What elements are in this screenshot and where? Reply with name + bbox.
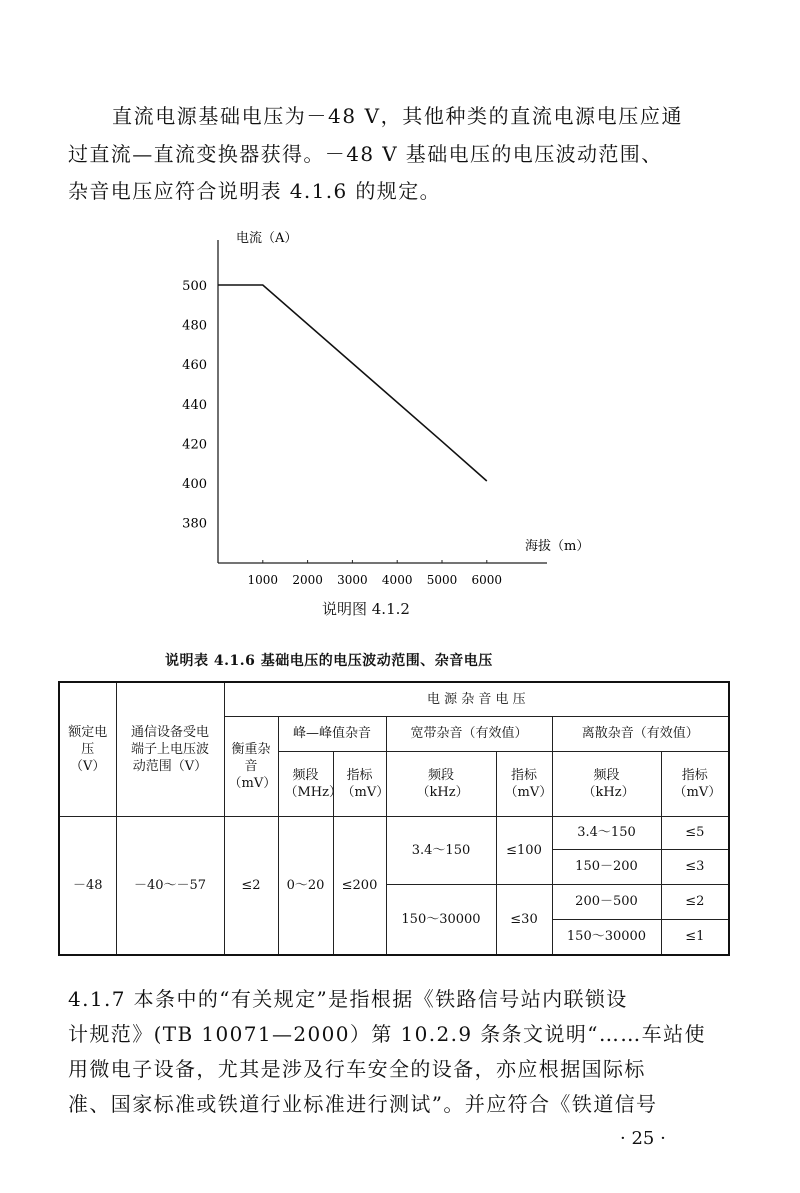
y-tick-label: 480 — [182, 318, 207, 334]
figure-caption: 说明图 4.1.2 — [322, 600, 410, 618]
series-line — [218, 285, 487, 481]
header-index: 指标（mV） — [661, 751, 729, 816]
text-line: 准、国家标准或铁道行业标准进行测试”。并应符合《铁道信号 — [68, 1092, 658, 1116]
cell-voltage-range: －40～－57 — [116, 816, 224, 955]
y-tick-label: 460 — [182, 358, 207, 374]
y-axis-label: 电流（A） — [236, 231, 298, 246]
cell-discrete-index: ≤2 — [661, 884, 729, 919]
cell-wide-band: 3.4～150 — [386, 816, 496, 884]
cell-peak-index: ≤200 — [333, 816, 386, 955]
header-peak-noise: 峰—峰值杂音 — [278, 716, 386, 751]
text-line: 直流电源基础电压为－48 V，其他种类的直流电源电压应通 — [112, 104, 684, 128]
cell-peak-band: 0～20 — [278, 816, 333, 955]
header-voltage-range: 通信设备受电端子上电压波动范围（V） — [116, 682, 224, 816]
cell-discrete-band: 3.4～150 — [552, 816, 661, 849]
y-tick-label: 440 — [182, 397, 207, 413]
cell-rated-voltage: －48 — [59, 816, 116, 955]
header-weighted-noise: 衡重杂音（mV） — [224, 716, 278, 816]
cell-weighted-noise: ≤2 — [224, 816, 278, 955]
y-tick-label: 380 — [182, 516, 207, 532]
header-noise-voltage: 电 源 杂 音 电 压 — [224, 682, 729, 716]
table-caption: 说明表 4.1.6 基础电压的电压波动范围、杂音电压 — [165, 653, 493, 669]
cell-discrete-index: ≤3 — [661, 849, 729, 884]
header-rated-voltage: 额定电压（V） — [59, 682, 116, 816]
cell-discrete-band: 200－500 — [552, 884, 661, 919]
cell-discrete-band: 150－200 — [552, 849, 661, 884]
text-line: 杂音电压应符合说明表 4.1.6 的规定。 — [68, 179, 442, 203]
header-band: 频段（kHz） — [552, 751, 661, 816]
y-tick-label: 420 — [182, 437, 207, 453]
x-tick-label: 3000 — [337, 573, 368, 587]
text-line: 4.1.7 本条中的“有关规定”是指根据《铁路信号站内联锁设 — [68, 987, 628, 1011]
header-wideband-noise: 宽带杂音（有效值） — [386, 716, 552, 751]
header-index: 指标（mV） — [496, 751, 552, 816]
header-band: 频段（kHz） — [386, 751, 496, 816]
text-line: 计规范》(TB 10071—2000）第 10.2.9 条条文说明“……车站使 — [68, 1022, 706, 1046]
header-band: 频段（MHz） — [278, 751, 333, 816]
page-number: · 25 · — [620, 1128, 666, 1149]
text-line: 用微电子设备，尤其是涉及行车安全的设备，亦应根据国际标 — [68, 1057, 646, 1081]
header-index: 指标（mV） — [333, 751, 386, 816]
text-line: 过直流—直流变换器获得。－48 V 基础电压的电压波动范围、 — [68, 142, 663, 166]
altitude-current-chart — [180, 220, 620, 620]
x-tick-label: 4000 — [381, 573, 413, 587]
x-tick-label: 6000 — [471, 573, 503, 587]
cell-wide-index: ≤30 — [496, 884, 552, 955]
y-tick-label: 500 — [182, 279, 207, 294]
cell-discrete-index: ≤1 — [661, 919, 729, 955]
cell-discrete-band: 150～30000 — [552, 919, 661, 955]
header-discrete-noise: 离散杂音（有效值） — [552, 716, 729, 751]
x-tick-label: 1000 — [247, 573, 279, 587]
cell-discrete-index: ≤5 — [661, 816, 729, 849]
cell-wide-band: 150～30000 — [386, 884, 496, 955]
cell-wide-index: ≤100 — [496, 816, 552, 884]
x-tick-label: 2000 — [292, 573, 323, 587]
x-axis-label: 海拔（m） — [525, 539, 590, 554]
x-tick-label: 5000 — [426, 573, 458, 587]
noise-voltage-table — [58, 681, 730, 956]
y-tick-label: 400 — [182, 477, 207, 492]
